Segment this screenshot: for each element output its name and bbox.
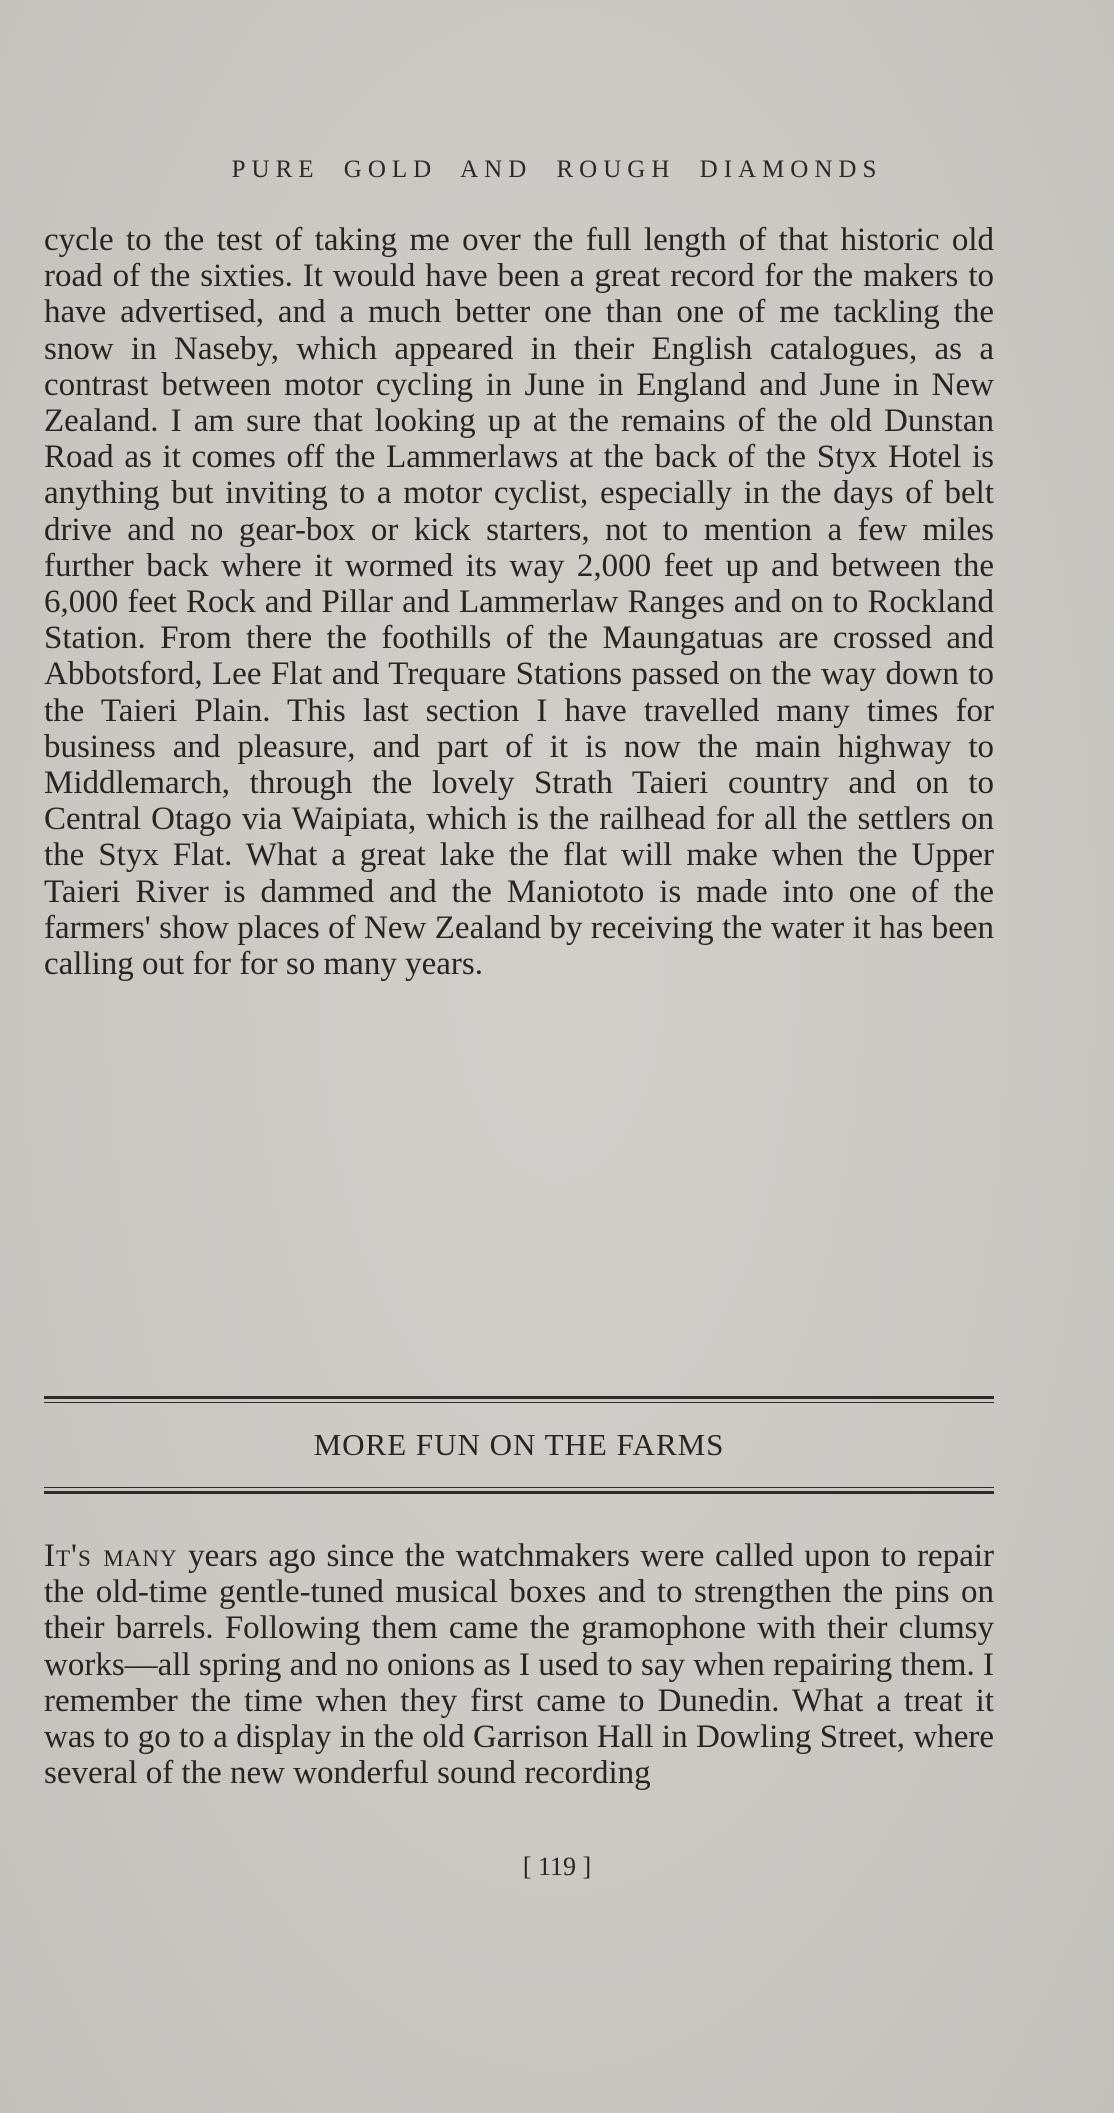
- paragraph-2-rest: years ago since the watchmakers were called upon to repair the old-time gentle-tuned musical boxes and to strengthen the pins on their barrels. Following them came the gramophone with their clumsy works—all spring and no onions as I used to say when repairing them. I remember the time when they first came to Dunedin. What a treat it was to go to a display in the old Garrison Hall in Dowling Street, where several of the new wonderful sound recording: [44, 1538, 995, 1792]
- running-head: PURE GOLD AND ROUGH DIAMONDS: [231, 156, 883, 183]
- paragraph-2: [44, 1538, 994, 1791]
- bottom-rule-thick: [44, 1491, 994, 1494]
- section-title: MORE FUN ON THE FARMS: [313, 1427, 725, 1462]
- paragraph-1-text: cycle to the test of taking me over the full length of that historic old road of the sixties. It would have been a great record for the makers to have advertised, and a much better one than one of me tackling the snow in Naseby, which appeared in their English catalogues, as a contrast between motor cycling in June in England and June in New Zealand. I am sure that looking up at the remains of the old Dunstan Road as it comes off the Lammerlaws at the back of the Styx Hotel is anything but inviting to a motor cyclist, especially in the days of belt drive and no gear-box or kick starters, not to mention a few miles further back where it wormed its way 2,000 feet up and between the 6,000 feet Rock and Pillar and Lammerlaw Ranges and on to Rockland Station. From there the foothills of the Maungatuas are crossed and Abbotsford, Lee Flat and Trequare Stations passed on the way down to the Taieri Plain. This last section I have travelled many times for business and pleasure, and part of it is now the main highway to Middlemarch, through the lovely Strath Taieri country and on to Central Otago via Waipiata, which is the railhead for all the settlers on the Styx Flat. What a great lake the flat will make when the Upper Taieri River is dammed and the Maniototo is made into one of the farmers' show places of New Zealand by receiving the water it has been calling out for for so many years.: [44, 222, 994, 983]
- top-rule-thick: [44, 1396, 994, 1399]
- section-heading-block: [44, 1396, 994, 1494]
- paragraph-2-text: [44, 1538, 994, 1791]
- bottom-rule-thin: [44, 1487, 994, 1488]
- top-rule-thin: [44, 1402, 994, 1403]
- paragraph-1: [44, 222, 994, 982]
- page-number: [ 119 ]: [522, 1852, 592, 1881]
- paragraph-2-lead: It's many: [44, 1538, 178, 1574]
